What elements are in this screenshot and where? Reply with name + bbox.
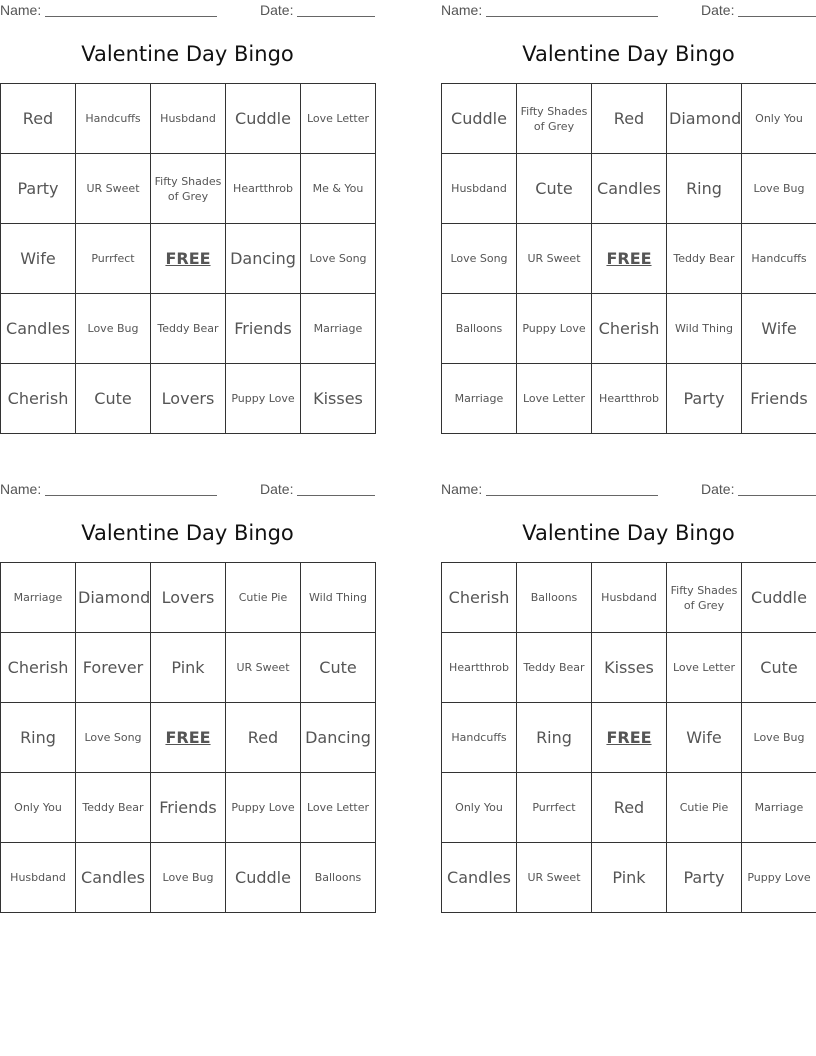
bingo-cell[interactable]: Teddy Bear <box>517 633 592 703</box>
bingo-cell[interactable]: Only You <box>442 773 517 843</box>
date-label: Date: <box>260 481 294 497</box>
bingo-cell[interactable]: Cuddle <box>226 843 301 913</box>
bingo-cell[interactable]: Party <box>1 154 76 224</box>
bingo-cell[interactable]: Marriage <box>442 364 517 434</box>
bingo-cell[interactable]: Fifty Shades of Grey <box>667 563 742 633</box>
bingo-cell[interactable]: Friends <box>226 294 301 364</box>
date-field[interactable] <box>738 495 816 496</box>
bingo-cell[interactable]: Party <box>667 364 742 434</box>
bingo-cell[interactable]: Love Letter <box>667 633 742 703</box>
bingo-cell[interactable]: Red <box>592 84 667 154</box>
bingo-cell[interactable]: Me & You <box>301 154 376 224</box>
bingo-row <box>442 633 816 703</box>
bingo-cell[interactable]: UR Sweet <box>517 843 592 913</box>
bingo-cell[interactable]: Love Bug <box>76 294 151 364</box>
bingo-cell[interactable]: Dancing <box>226 224 301 294</box>
bingo-cell[interactable]: Cherish <box>442 563 517 633</box>
bingo-cell[interactable]: Only You <box>742 84 816 154</box>
bingo-grid <box>441 83 816 434</box>
bingo-cell[interactable]: Candles <box>592 154 667 224</box>
bingo-cell[interactable]: Lovers <box>151 364 226 434</box>
bingo-row <box>442 224 816 294</box>
bingo-row <box>1 563 376 633</box>
bingo-cell[interactable]: Husbdand <box>151 84 226 154</box>
bingo-cell[interactable]: Love Song <box>301 224 376 294</box>
card-header <box>0 0 375 20</box>
bingo-cell[interactable]: UR Sweet <box>226 633 301 703</box>
bingo-cell[interactable]: Cute <box>301 633 376 703</box>
bingo-cell[interactable]: Balloons <box>517 563 592 633</box>
date-field[interactable] <box>297 16 375 17</box>
bingo-cell[interactable]: Handcuffs <box>442 703 517 773</box>
bingo-row <box>1 773 376 843</box>
bingo-row <box>1 633 376 703</box>
bingo-cell[interactable]: Cute <box>517 154 592 224</box>
bingo-cell[interactable]: Teddy Bear <box>151 294 226 364</box>
bingo-cell[interactable]: Love Bug <box>151 843 226 913</box>
bingo-cell[interactable]: Ring <box>517 703 592 773</box>
bingo-cell[interactable]: Love Letter <box>301 773 376 843</box>
bingo-cell[interactable]: Cherish <box>592 294 667 364</box>
bingo-cell[interactable]: Dancing <box>301 703 376 773</box>
bingo-cell[interactable]: Friends <box>151 773 226 843</box>
bingo-cell[interactable]: Wife <box>1 224 76 294</box>
card-title: Valentine Day Bingo <box>522 42 735 66</box>
bingo-cell[interactable]: Love Bug <box>742 703 816 773</box>
bingo-cell[interactable]: Love Letter <box>517 364 592 434</box>
bingo-cell[interactable]: Red <box>226 703 301 773</box>
bingo-cell[interactable]: Pink <box>151 633 226 703</box>
bingo-cell[interactable]: Marriage <box>1 563 76 633</box>
bingo-row <box>442 773 816 843</box>
bingo-cell[interactable]: Cuddle <box>442 84 517 154</box>
bingo-cell[interactable]: Cute <box>742 633 816 703</box>
bingo-cell[interactable]: Cutie Pie <box>226 563 301 633</box>
bingo-cell[interactable]: Diamond <box>76 563 151 633</box>
bingo-row <box>1 84 376 154</box>
bingo-cell[interactable]: Puppy Love <box>226 364 301 434</box>
bingo-row <box>1 224 376 294</box>
date-field[interactable] <box>738 16 816 17</box>
date-label: Date: <box>701 481 735 497</box>
date-label: Date: <box>260 2 294 18</box>
bingo-cell[interactable]: Heartthrob <box>226 154 301 224</box>
bingo-cell[interactable]: Wild Thing <box>301 563 376 633</box>
name-label: Name: <box>0 2 42 18</box>
bingo-cell[interactable]: Only You <box>1 773 76 843</box>
bingo-cell[interactable]: Love Song <box>76 703 151 773</box>
bingo-cell[interactable]: Teddy Bear <box>76 773 151 843</box>
card-header <box>441 479 816 499</box>
bingo-cell[interactable]: Marriage <box>742 773 816 843</box>
bingo-cell[interactable]: Love Bug <box>742 154 816 224</box>
bingo-cell[interactable]: Pink <box>592 843 667 913</box>
bingo-cell[interactable]: Ring <box>667 154 742 224</box>
bingo-cell[interactable]: Fifty Shades of Grey <box>151 154 226 224</box>
bingo-cell[interactable]: FREE <box>592 703 667 773</box>
bingo-cell[interactable]: Kisses <box>301 364 376 434</box>
bingo-cell[interactable]: Candles <box>76 843 151 913</box>
bingo-row <box>1 703 376 773</box>
bingo-cell[interactable]: Lovers <box>151 563 226 633</box>
bingo-row <box>442 563 816 633</box>
bingo-row <box>442 843 816 913</box>
bingo-cell[interactable]: Heartthrob <box>592 364 667 434</box>
bingo-cell[interactable]: Ring <box>1 703 76 773</box>
bingo-cell[interactable]: Cherish <box>1 633 76 703</box>
name-field[interactable] <box>45 495 217 496</box>
bingo-row <box>442 703 816 773</box>
bingo-cell[interactable]: Red <box>592 773 667 843</box>
bingo-row <box>1 154 376 224</box>
bingo-cell[interactable]: Wife <box>667 703 742 773</box>
bingo-cell[interactable]: Puppy Love <box>517 294 592 364</box>
bingo-cell[interactable]: FREE <box>592 224 667 294</box>
bingo-cell[interactable]: FREE <box>151 703 226 773</box>
bingo-cell[interactable]: Kisses <box>592 633 667 703</box>
bingo-cell[interactable]: Balloons <box>301 843 376 913</box>
bingo-cell[interactable]: Handcuffs <box>742 224 816 294</box>
bingo-cell[interactable]: Cuddle <box>742 563 816 633</box>
bingo-cell[interactable]: Cute <box>76 364 151 434</box>
bingo-cell[interactable]: Friends <box>742 364 816 434</box>
bingo-cell[interactable]: Purrfect <box>517 773 592 843</box>
bingo-cell[interactable]: Handcuffs <box>76 84 151 154</box>
date-label: Date: <box>701 2 735 18</box>
card-title: Valentine Day Bingo <box>522 521 735 545</box>
bingo-row <box>442 294 816 364</box>
date-field[interactable] <box>297 495 375 496</box>
bingo-row <box>1 364 376 434</box>
name-field[interactable] <box>486 495 658 496</box>
bingo-cell[interactable]: Husbdand <box>1 843 76 913</box>
bingo-row <box>1 843 376 913</box>
card-title: Valentine Day Bingo <box>81 521 294 545</box>
bingo-cell[interactable]: Cutie Pie <box>667 773 742 843</box>
bingo-cell[interactable]: Candles <box>442 843 517 913</box>
bingo-grid <box>0 83 376 434</box>
bingo-cell[interactable]: UR Sweet <box>517 224 592 294</box>
name-label: Name: <box>0 481 42 497</box>
bingo-cell[interactable]: Husbdand <box>592 563 667 633</box>
bingo-cell[interactable]: Love Song <box>442 224 517 294</box>
name-field[interactable] <box>486 16 658 17</box>
bingo-cell[interactable]: Wild Thing <box>667 294 742 364</box>
bingo-cell[interactable]: Fifty Shades of Grey <box>517 84 592 154</box>
bingo-grid <box>441 562 816 913</box>
bingo-cell[interactable]: Teddy Bear <box>667 224 742 294</box>
bingo-cell[interactable]: Forever <box>76 633 151 703</box>
bingo-grid <box>0 562 376 913</box>
bingo-cell[interactable]: Cuddle <box>226 84 301 154</box>
bingo-cell[interactable]: Party <box>667 843 742 913</box>
bingo-cell[interactable]: Wife <box>742 294 816 364</box>
card-header <box>441 0 816 20</box>
bingo-cell[interactable]: Love Letter <box>301 84 376 154</box>
bingo-row <box>442 364 816 434</box>
name-field[interactable] <box>45 16 217 17</box>
bingo-cell[interactable]: Marriage <box>301 294 376 364</box>
bingo-cell[interactable]: Candles <box>1 294 76 364</box>
bingo-row <box>442 154 816 224</box>
bingo-cell[interactable]: UR Sweet <box>76 154 151 224</box>
bingo-cell[interactable]: Balloons <box>442 294 517 364</box>
bingo-cell[interactable]: Husbdand <box>442 154 517 224</box>
bingo-cell[interactable]: FREE <box>151 224 226 294</box>
card-title: Valentine Day Bingo <box>81 42 294 66</box>
bingo-cell[interactable]: Puppy Love <box>742 843 816 913</box>
bingo-cell[interactable]: Red <box>1 84 76 154</box>
bingo-cell[interactable]: Purrfect <box>76 224 151 294</box>
bingo-cell[interactable]: Puppy Love <box>226 773 301 843</box>
name-label: Name: <box>441 481 483 497</box>
bingo-cell[interactable]: Cherish <box>1 364 76 434</box>
bingo-row <box>442 84 816 154</box>
bingo-row <box>1 294 376 364</box>
name-label: Name: <box>441 2 483 18</box>
bingo-cell[interactable]: Heartthrob <box>442 633 517 703</box>
card-header <box>0 479 375 499</box>
bingo-cell[interactable]: Diamond <box>667 84 742 154</box>
